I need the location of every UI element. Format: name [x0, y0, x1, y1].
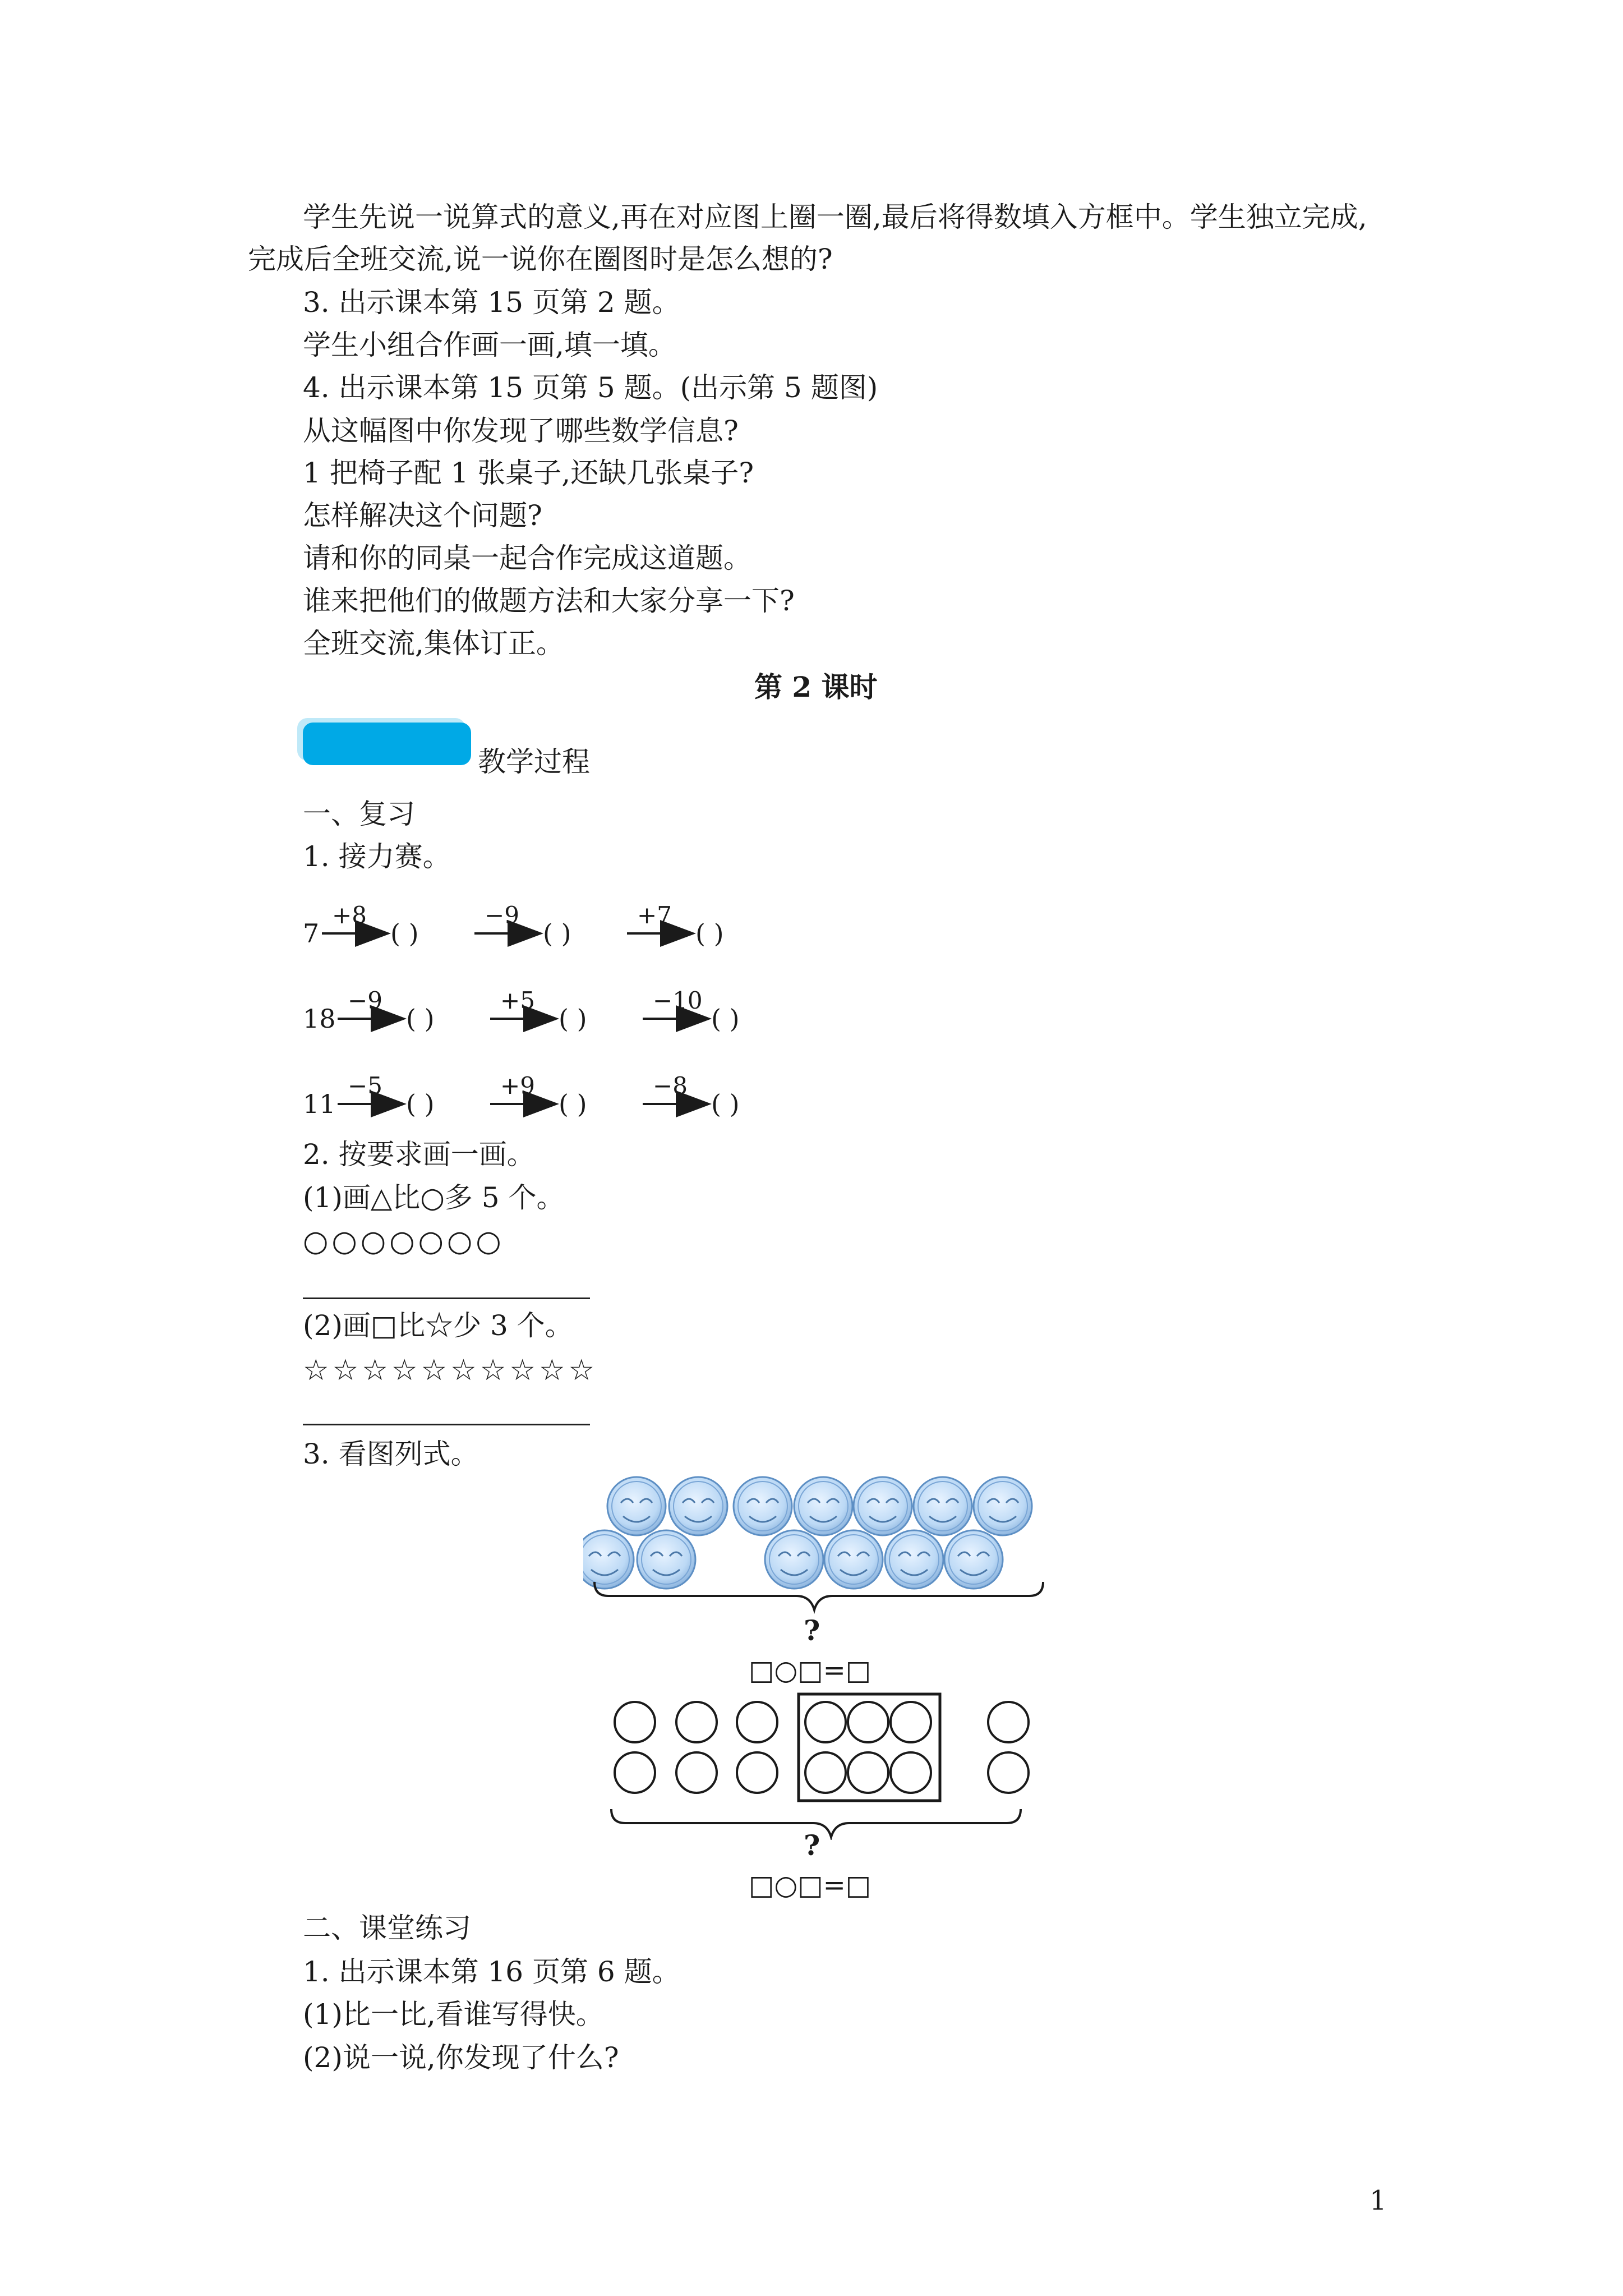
- relay-blank: ( ): [711, 1089, 740, 1119]
- answer-line-2: [303, 1424, 590, 1425]
- question-5: 谁来把他们的做题方法和大家分享一下?: [303, 585, 795, 617]
- review-heading: 一、复习: [303, 798, 415, 830]
- outline-circle: [615, 1702, 655, 1742]
- smiley-ball: [914, 1477, 972, 1535]
- smiley-ball: [734, 1477, 792, 1535]
- outline-circle: [988, 1702, 1029, 1742]
- draw-task-1: (1)画△比○多 5 个。: [303, 1181, 565, 1214]
- section-label: 教学过程: [478, 746, 590, 778]
- section-tab-decoration: [303, 723, 471, 765]
- item3: 3. 出示课本第 15 页第 2 题。: [303, 286, 680, 319]
- smiley-ball: [794, 1477, 852, 1535]
- equation-2: □○□=□: [749, 1870, 872, 1901]
- relay-op: +5: [500, 987, 535, 1014]
- question-2: 1 把椅子配 1 张桌子,还缺几张桌子?: [303, 457, 754, 489]
- relay-title: 1. 接力赛。: [303, 840, 451, 873]
- question-mark-1: ?: [804, 1614, 820, 1647]
- relay-blank: ( ): [559, 1004, 587, 1034]
- lesson-title: 第 2 课时: [754, 670, 878, 703]
- draw-task-2: (2)画□比☆少 3 个。: [303, 1309, 573, 1342]
- para1-line1: 学生先说一说算式的意义,再在对应图上圈一圈,最后将得数填入方框中。学生独立完成,: [303, 201, 1367, 233]
- equation-1: □○□=□: [749, 1655, 872, 1686]
- practice-1: 1. 出示课本第 16 页第 6 题。: [303, 1955, 680, 1988]
- outline-circle: [805, 1752, 846, 1793]
- relay-start: 18: [303, 1004, 336, 1034]
- question-mark-2: ?: [804, 1829, 820, 1862]
- relay-blank: ( ): [695, 918, 724, 949]
- answer-line-1: [303, 1297, 590, 1299]
- outline-circle: [737, 1702, 777, 1742]
- look-title: 3. 看图列式。: [303, 1438, 479, 1470]
- practice-heading: 二、课堂练习: [303, 1912, 471, 1944]
- smiley-ball: [854, 1477, 912, 1535]
- relay-start: 11: [303, 1089, 336, 1119]
- circle-figure: [594, 1688, 1032, 1840]
- page-number: 1: [1370, 2185, 1387, 2216]
- draw-title: 2. 按要求画一画。: [303, 1138, 535, 1171]
- star-symbols: ☆☆☆☆☆☆☆☆☆☆: [303, 1354, 598, 1387]
- relay-diagram: [292, 881, 852, 1128]
- relay-op: +7: [637, 901, 672, 929]
- relay-op: +8: [332, 901, 367, 929]
- relay-start: 7: [303, 918, 320, 949]
- smiley-ball: [669, 1477, 727, 1535]
- smiley-ball: [583, 1530, 634, 1589]
- practice-1b: (2)说一说,你发现了什么?: [303, 2041, 619, 2074]
- circle-symbols: ○○○○○○○: [303, 1225, 505, 1258]
- smiley-ball: [765, 1530, 823, 1589]
- smiley-ball: [637, 1530, 695, 1589]
- outline-circle: [615, 1752, 655, 1793]
- outline-circle: [737, 1752, 777, 1793]
- outline-circle: [848, 1752, 888, 1793]
- question-6: 全班交流,集体订正。: [303, 627, 564, 660]
- relay-blank: ( ): [559, 1089, 587, 1119]
- relay-op: +9: [500, 1072, 535, 1099]
- outline-circle: [676, 1752, 717, 1793]
- relay-op: −9: [348, 987, 382, 1014]
- outline-circle: [676, 1702, 717, 1742]
- relay-op: −8: [653, 1072, 688, 1099]
- outline-circle: [805, 1702, 846, 1742]
- question-3: 怎样解决这个问题?: [303, 499, 542, 532]
- relay-blank: ( ): [711, 1004, 740, 1034]
- smiley-ball: [885, 1530, 943, 1589]
- relay-blank: ( ): [406, 1004, 435, 1034]
- smiley-ball: [974, 1477, 1032, 1535]
- outline-circle: [891, 1702, 931, 1742]
- relay-blank: ( ): [406, 1089, 435, 1119]
- relay-blank: ( ): [543, 918, 571, 949]
- relay-op: −9: [485, 901, 519, 929]
- outline-circle: [988, 1752, 1029, 1793]
- question-4: 请和你的同桌一起合作完成这道题。: [303, 542, 751, 574]
- outline-circle: [891, 1752, 931, 1793]
- smiley-ball: [824, 1530, 883, 1589]
- para1-line2: 完成后全班交流,说一说你在圈图时是怎么想的?: [248, 243, 833, 275]
- smiley-ball: [607, 1477, 666, 1535]
- item3-desc: 学生小组合作画一画,填一填。: [303, 329, 676, 361]
- smiley-ball: [944, 1530, 1003, 1589]
- question-1: 从这幅图中你发现了哪些数学信息?: [303, 415, 739, 447]
- relay-op: −10: [653, 987, 703, 1014]
- grouping-box: [799, 1694, 940, 1801]
- item4: 4. 出示课本第 15 页第 5 题。(出示第 5 题图): [303, 371, 878, 404]
- relay-blank: ( ): [390, 918, 419, 949]
- relay-op: −5: [348, 1072, 382, 1099]
- practice-1a: (1)比一比,看谁写得快。: [303, 1998, 604, 2031]
- outline-circle: [848, 1702, 888, 1742]
